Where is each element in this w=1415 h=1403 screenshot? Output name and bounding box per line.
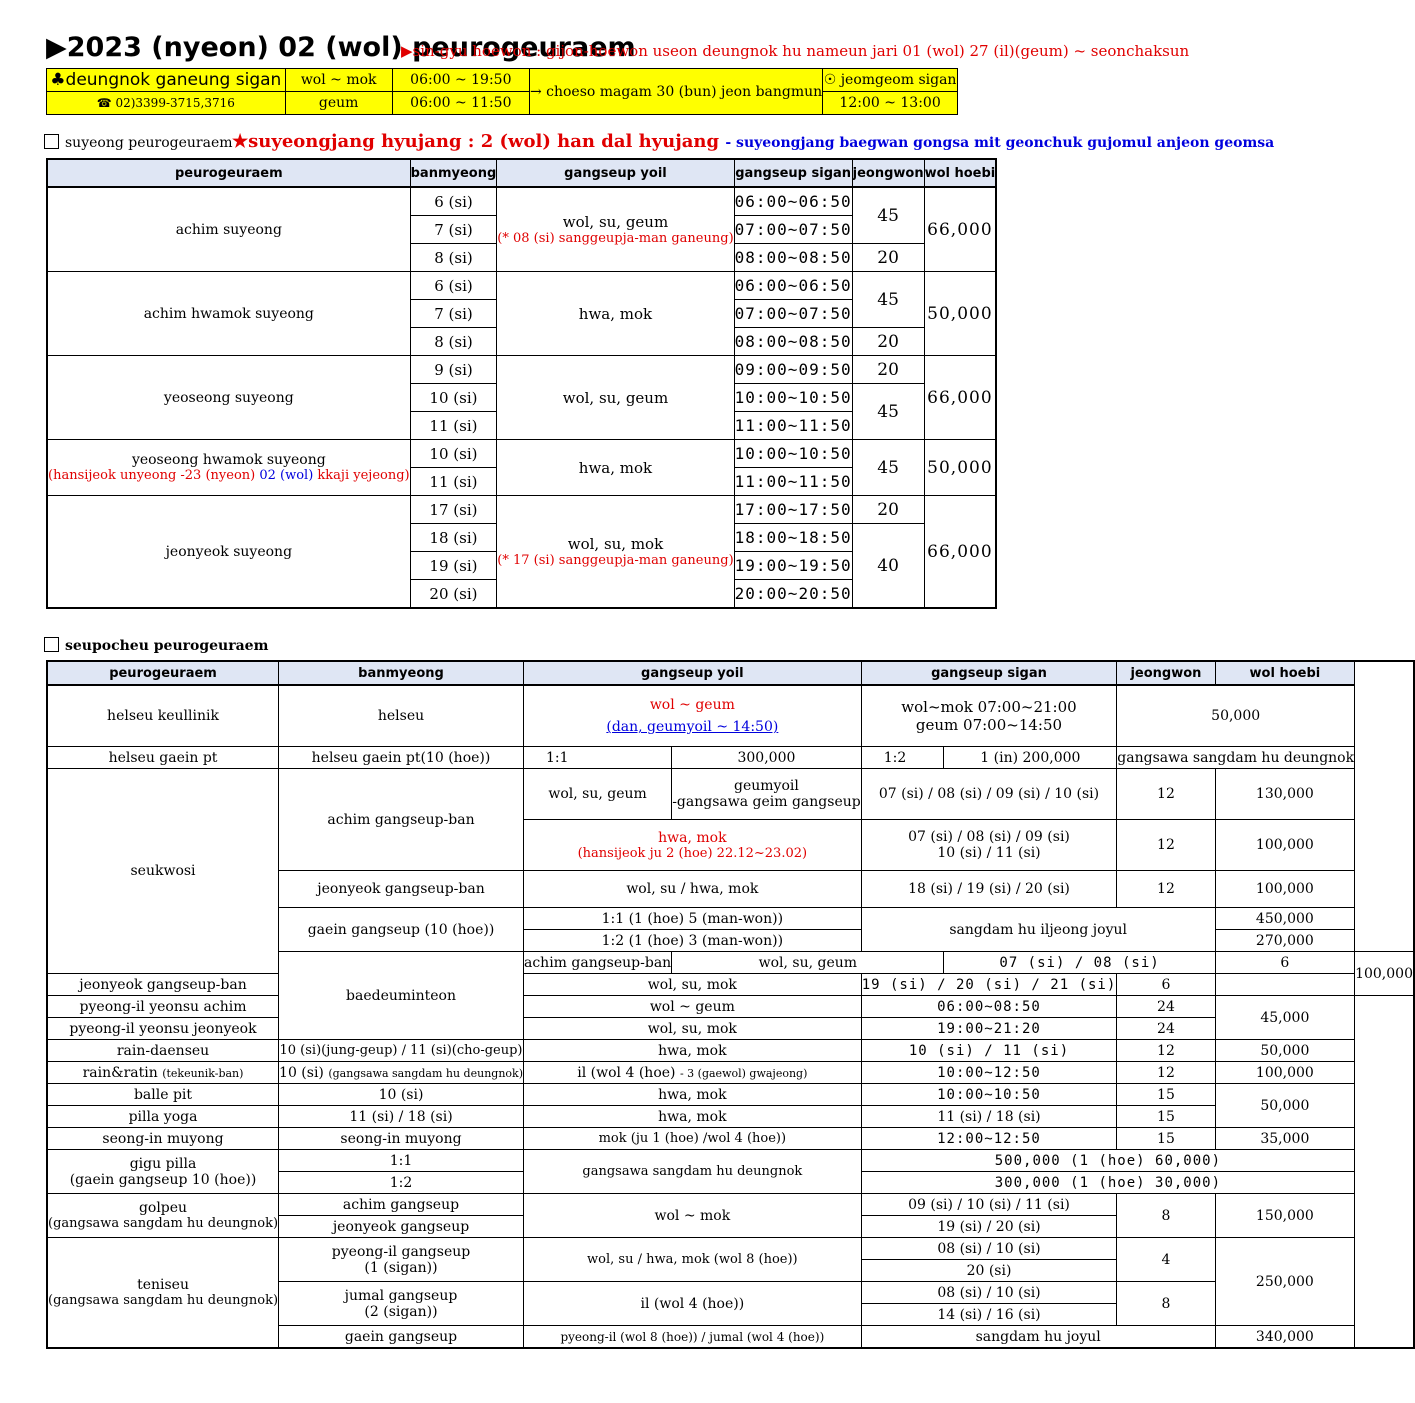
table-cell: 500,000 (1 (hoe) 60,000) xyxy=(861,1150,1354,1172)
table-cell: gangsawa sangdam hu deungnok xyxy=(523,1150,861,1194)
table-cell: 4 xyxy=(1117,1238,1215,1282)
table-cell: 6 (si) xyxy=(410,272,497,300)
reg-phone: ☎ 02)3399-3715,3716 xyxy=(47,92,286,115)
table-cell: 270,000 xyxy=(1215,930,1354,952)
table-cell: 12 xyxy=(1117,820,1215,871)
table-cell: 300,000 (1 (hoe) 30,000) xyxy=(861,1172,1354,1194)
table-cell: 08:00~08:50 xyxy=(734,244,852,272)
table-cell: 08 (si) / 10 (si) xyxy=(861,1238,1117,1260)
column-header: jeongwon xyxy=(1117,661,1215,685)
table-cell: wol, su, mok xyxy=(523,974,861,996)
table-cell: 24 xyxy=(1117,996,1215,1018)
table-cell: pyeong-il gangseup (1 (sigan)) xyxy=(279,1238,524,1282)
table-cell: 07 (si) / 08 (si) xyxy=(944,952,1215,974)
column-header: wol hoebi xyxy=(1215,661,1354,685)
reg-deadline-note: → choeso magam 30 (bun) jeon bangmun xyxy=(529,69,822,115)
table-cell: 19 (si) / 20 (si) / 21 (si) xyxy=(861,974,1117,996)
table-cell: 11 (si) / 18 (si) xyxy=(279,1106,524,1128)
table-cell: wol, su, geum xyxy=(497,356,734,440)
table-cell: 100,000 xyxy=(1355,952,1414,996)
page-title: ▶2023 (nyeon) 02 (wol) peurogeuraem xyxy=(46,32,636,63)
page-header xyxy=(46,30,1190,66)
table-cell: 20 xyxy=(852,328,924,356)
table-cell: 12 xyxy=(1117,871,1215,908)
column-header: banmyeong xyxy=(279,661,524,685)
sports-section-label: seupocheu peurogeuraem xyxy=(44,637,268,654)
table-cell: 8 (si) xyxy=(410,244,497,272)
table-cell: 50,000 xyxy=(924,440,996,496)
table-cell: hwa, mok (hansijeok ju 2 (hoe) 22.12~23.02) xyxy=(523,820,861,871)
table-cell: 19 (si) xyxy=(410,552,497,580)
table-cell: pyeong-il yeonsu achim xyxy=(47,996,279,1018)
table-cell: 19:00~21:20 xyxy=(861,1018,1117,1040)
table-cell: 11:00~11:50 xyxy=(734,468,852,496)
table-cell: 50,000 xyxy=(1117,685,1355,747)
table-cell: 40 xyxy=(852,524,924,609)
table-cell: 250,000 xyxy=(1215,1238,1354,1326)
table-cell: 19 (si) / 20 (si) xyxy=(861,1216,1117,1238)
table-cell: mok (ju 1 (hoe) /wol 4 (hoe)) xyxy=(523,1128,861,1150)
reg-time-mon-thu: 06:00 ~ 19:50 xyxy=(392,69,529,92)
table-cell: 12 xyxy=(1117,769,1215,820)
table-cell: 09:00~09:50 xyxy=(734,356,852,384)
table-cell: helseu gaein pt xyxy=(47,747,279,769)
table-cell: sangdam hu joyul xyxy=(861,1326,1215,1349)
table-cell: 10 (si) (gangsawa sangdam hu deungnok) xyxy=(279,1062,524,1084)
table-cell: 9 (si) xyxy=(410,356,497,384)
table-cell: yeoseong suyeong xyxy=(47,356,410,440)
table-row xyxy=(47,1106,1414,1128)
table-cell: gangsawa sangdam hu deungnok xyxy=(1117,747,1355,769)
table-cell: wol, su, geum xyxy=(672,952,944,974)
table-cell: 24 xyxy=(1117,1018,1215,1040)
table-cell: rain-daenseu xyxy=(47,1040,279,1062)
table-cell: 12 xyxy=(1117,1040,1215,1062)
table-cell: 6 xyxy=(1215,952,1354,974)
table-cell: jumal gangseup (2 (sigan)) xyxy=(279,1282,524,1326)
table-cell: 10:00~12:50 xyxy=(861,1062,1117,1084)
table-cell: 18 (si) / 19 (si) / 20 (si) xyxy=(861,871,1117,908)
table-cell: seong-in muyong xyxy=(47,1128,279,1150)
table-cell: 10 (si) / 11 (si) xyxy=(861,1040,1117,1062)
col-class: banmyeong xyxy=(410,159,497,187)
table-cell: 12 xyxy=(1117,1062,1215,1084)
registration-table xyxy=(46,68,958,115)
table-cell: 08:00~08:50 xyxy=(734,328,852,356)
table-row xyxy=(47,1040,1414,1062)
reg-days-mon-thu: wol ~ mok xyxy=(285,69,392,92)
table-cell: 20 (si) xyxy=(410,580,497,609)
table-cell: 20 xyxy=(852,496,924,524)
table-cell: achim gangseup-ban xyxy=(523,952,671,974)
table-cell: 07 (si) / 08 (si) / 09 (si) / 10 (si) xyxy=(861,769,1117,820)
table-cell: 17:00~17:50 xyxy=(734,496,852,524)
table-cell: 06:00~06:50 xyxy=(734,272,852,300)
table-cell: 14 (si) / 16 (si) xyxy=(861,1304,1117,1326)
new-member-notice: ▶sin-gyu hoewon : gijon-hoewon useon deungnok hu nameun jari 01 (wol) 27 (il)(geum) ~ seonchaksun xyxy=(401,42,1190,60)
table-cell: 20 xyxy=(852,356,924,384)
table-cell: wol ~ geum xyxy=(523,996,861,1018)
swim-closure-notice xyxy=(232,131,1274,152)
table-cell: 20 xyxy=(852,244,924,272)
table-cell: jeonyeok gangseup-ban xyxy=(279,871,524,908)
table-cell: seukwosi xyxy=(47,769,279,974)
table-cell: achim suyeong xyxy=(47,187,410,272)
table-cell: teniseu (gangsawa sangdam hu deungnok) xyxy=(47,1238,279,1349)
table-cell: 12:00~12:50 xyxy=(861,1128,1117,1150)
table-cell: achim gangseup-ban xyxy=(279,769,524,871)
table-cell: balle pit xyxy=(47,1084,279,1106)
table-cell: sangdam hu iljeong joyul xyxy=(861,908,1215,952)
table-cell: helseu gaein pt(10 (hoe)) xyxy=(279,747,524,769)
table-cell: 07:00~07:50 xyxy=(734,300,852,328)
table-cell: pyeong-il yeonsu jeonyeok xyxy=(47,1018,279,1040)
closure-reason: - suyeongjang baegwan gongsa mit geonchuk gujomul anjeon geomsa xyxy=(725,135,1275,151)
table-cell: hwa, mok xyxy=(523,1040,861,1062)
table-cell: 08 (si) / 10 (si) xyxy=(861,1282,1117,1304)
table-cell: hwa, mok xyxy=(497,440,734,496)
table-cell: helseu keullinik xyxy=(47,685,279,747)
column-header: gangseup sigan xyxy=(861,661,1117,685)
table-row xyxy=(47,1084,1414,1106)
table-cell: 35,000 xyxy=(1215,1128,1354,1150)
table-cell: 1:1 xyxy=(523,747,671,769)
table-row xyxy=(47,747,1414,769)
table-cell: 15 xyxy=(1117,1128,1215,1150)
reg-time-fri: 06:00 ~ 11:50 xyxy=(392,92,529,115)
table-cell: wol, su / hwa, mok xyxy=(523,871,861,908)
table-cell: 10 (si) xyxy=(410,440,497,468)
table-cell: 10 (si)(jung-geup) / 11 (si)(cho-geup) xyxy=(279,1040,524,1062)
closure-text: ★suyeongjang hyujang : 2 (wol) han dal hyujang xyxy=(232,131,720,152)
table-row xyxy=(47,685,1414,747)
col-program: peurogeuraem xyxy=(47,159,410,187)
table-cell: 45 xyxy=(852,272,924,328)
table-cell: wol, su, geum (* 08 (si) sanggeupja-man ganeung) xyxy=(497,187,734,272)
table-cell: 1:1 xyxy=(279,1150,524,1172)
table-cell: 1:2 xyxy=(861,747,944,769)
swim-table xyxy=(46,158,997,609)
table-cell: 6 xyxy=(1117,974,1215,996)
table-cell: baedeuminteon xyxy=(279,952,524,1040)
column-header: gangseup yoil xyxy=(523,661,861,685)
table-cell: 06:00~06:50 xyxy=(734,187,852,216)
table-cell: hwa, mok xyxy=(523,1084,861,1106)
table-cell: 09 (si) / 10 (si) / 11 (si) xyxy=(861,1194,1117,1216)
column-header: peurogeuraem xyxy=(47,661,279,685)
inspection-label: ☉ jeomgeom sigan xyxy=(823,69,958,92)
table-cell: 50,000 xyxy=(1215,1084,1354,1128)
table-cell: 10 (si) xyxy=(279,1084,524,1106)
table-cell: 6 (si) xyxy=(410,187,497,216)
table-cell: rain&ratin (tekeunik-ban) xyxy=(47,1062,279,1084)
table-cell: 07:00~07:50 xyxy=(734,216,852,244)
table-row xyxy=(47,1238,1414,1260)
table-cell: 1 (in) 200,000 xyxy=(944,747,1117,769)
table-row xyxy=(47,1194,1414,1216)
table-cell: 17 (si) xyxy=(410,496,497,524)
table-cell: pilla yoga xyxy=(47,1106,279,1128)
table-cell: wol, su, mok (* 17 (si) sanggeupja-man ganeung) xyxy=(497,496,734,609)
table-cell: wol, su, geum xyxy=(523,769,671,820)
table-cell: hwa, mok xyxy=(497,272,734,356)
table-cell: pyeong-il (wol 8 (hoe)) / jumal (wol 4 (hoe)) xyxy=(523,1326,861,1349)
table-cell: yeoseong hwamok suyeong (hansijeok unyeong -23 (nyeon) 02 (wol) kkaji yejeong) xyxy=(47,440,410,496)
table-cell: 100,000 xyxy=(1215,871,1354,908)
col-capacity: jeongwon xyxy=(852,159,924,187)
table-cell: helseu xyxy=(279,685,524,747)
table-row xyxy=(47,1062,1414,1084)
table-row xyxy=(47,661,1414,685)
table-cell: 18:00~18:50 xyxy=(734,524,852,552)
table-cell: 20 (si) xyxy=(861,1260,1117,1282)
table-cell: wol~mok 07:00~21:00 geum 07:00~14:50 xyxy=(861,685,1117,747)
table-cell: 10:00~10:50 xyxy=(734,440,852,468)
table-cell: 10 (si) xyxy=(410,384,497,412)
col-days: gangseup yoil xyxy=(497,159,734,187)
table-cell: il (wol 4 (hoe)) xyxy=(523,1282,861,1326)
table-cell: 45,000 xyxy=(1215,996,1354,1040)
table-cell: 19:00~19:50 xyxy=(734,552,852,580)
table-cell: 66,000 xyxy=(924,356,996,440)
inspection-time: 12:00 ~ 13:00 xyxy=(823,92,958,115)
table-cell: hwa, mok xyxy=(523,1106,861,1128)
table-cell: 45 xyxy=(852,440,924,496)
table-cell: 340,000 xyxy=(1215,1326,1354,1349)
table-cell: jeonyeok gangseup xyxy=(279,1216,524,1238)
table-cell: 10:00~10:50 xyxy=(734,384,852,412)
table-row xyxy=(47,272,996,300)
sports-table xyxy=(46,660,1415,1349)
table-cell: jeonyeok suyeong xyxy=(47,496,410,609)
table-cell: il (wol 4 (hoe) - 3 (gaewol) gwajeong) xyxy=(523,1062,861,1084)
table-cell: 15 xyxy=(1117,1106,1215,1128)
table-cell: 1:1 (1 (hoe) 5 (man-won)) xyxy=(523,908,861,930)
table-row xyxy=(47,769,1414,820)
table-cell: 100,000 xyxy=(1215,820,1354,871)
table-cell: 150,000 xyxy=(1215,1194,1354,1238)
table-cell: 66,000 xyxy=(924,187,996,272)
table-row xyxy=(47,187,996,216)
table-cell: 06:00~08:50 xyxy=(861,996,1117,1018)
table-cell: 7 (si) xyxy=(410,300,497,328)
table-cell: 07 (si) / 08 (si) / 09 (si) 10 (si) / 11 (si) xyxy=(861,820,1117,871)
table-cell: 300,000 xyxy=(672,747,862,769)
table-cell: 450,000 xyxy=(1215,908,1354,930)
table-cell: 100,000 xyxy=(1215,1062,1354,1084)
table-cell: 45 xyxy=(852,187,924,244)
reg-days-fri: geum xyxy=(285,92,392,115)
table-cell: golpeu (gangsawa sangdam hu deungnok) xyxy=(47,1194,279,1238)
table-cell: gigu pilla (gaein gangseup 10 (hoe)) xyxy=(47,1150,279,1194)
table-cell: 1:2 (1 (hoe) 3 (man-won)) xyxy=(523,930,861,952)
table-cell: gaein gangseup (10 (hoe)) xyxy=(279,908,524,952)
table-cell: 11 (si) xyxy=(410,412,497,440)
table-row xyxy=(47,69,958,92)
table-cell: 18 (si) xyxy=(410,524,497,552)
table-row xyxy=(47,1128,1414,1150)
table-cell: 8 (si) xyxy=(410,328,497,356)
table-cell: wol, su / hwa, mok (wol 8 (hoe)) xyxy=(523,1238,861,1282)
col-fee: wol hoebi xyxy=(924,159,996,187)
table-cell: 8 xyxy=(1117,1194,1215,1238)
table-cell: 20:00~20:50 xyxy=(734,580,852,609)
table-cell: wol ~ geum (dan, geumyoil ~ 14:50) xyxy=(523,685,861,747)
col-time: gangseup sigan xyxy=(734,159,852,187)
table-cell: 11:00~11:50 xyxy=(734,412,852,440)
registration-title: ♣deungnok ganeung sigan xyxy=(47,69,286,92)
table-row xyxy=(47,996,1414,1018)
table-row xyxy=(47,356,996,384)
table-cell: 50,000 xyxy=(924,272,996,356)
table-cell: seong-in muyong xyxy=(279,1128,524,1150)
table-cell: wol, su, mok xyxy=(523,1018,861,1040)
table-cell: 1:2 xyxy=(279,1172,524,1194)
swim-section-label: suyeong peurogeuraem xyxy=(44,134,233,151)
checkbox-icon xyxy=(44,134,59,149)
table-cell: 11 (si) / 18 (si) xyxy=(861,1106,1117,1128)
table-row xyxy=(47,440,996,468)
table-cell: 15 xyxy=(1117,1084,1215,1106)
table-cell: jeonyeok gangseup-ban xyxy=(47,974,279,996)
table-cell: 50,000 xyxy=(1215,1040,1354,1062)
table-cell: 130,000 xyxy=(1215,769,1354,820)
table-row xyxy=(47,496,996,524)
table-row xyxy=(47,1150,1414,1172)
table-cell: 7 (si) xyxy=(410,216,497,244)
table-cell: wol ~ mok xyxy=(523,1194,861,1238)
table-cell: gaein gangseup xyxy=(279,1326,524,1349)
table-cell: geumyoil -gangsawa geim gangseup xyxy=(672,769,862,820)
checkbox-icon xyxy=(44,637,59,652)
table-cell: 8 xyxy=(1117,1282,1215,1326)
table-cell: 11 (si) xyxy=(410,468,497,496)
table-cell: achim gangseup xyxy=(279,1194,524,1216)
table-row xyxy=(47,159,996,187)
table-cell: 10:00~10:50 xyxy=(861,1084,1117,1106)
table-row xyxy=(47,974,1414,996)
table-row xyxy=(47,1018,1414,1040)
table-cell: 66,000 xyxy=(924,496,996,609)
table-cell: 45 xyxy=(852,384,924,440)
table-cell: achim hwamok suyeong xyxy=(47,272,410,356)
